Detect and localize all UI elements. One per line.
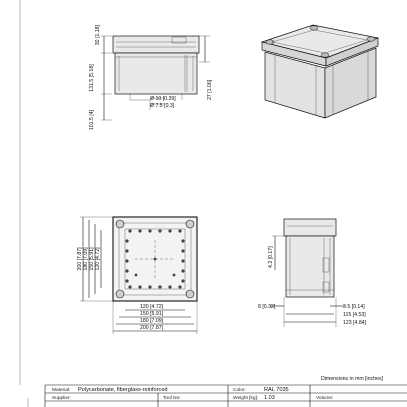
weight-value: 1.03	[264, 395, 275, 401]
weight-label: Weight [kg]:	[233, 396, 259, 401]
dim-dia-7-5: Ø 7.5 [0.3]	[150, 103, 175, 109]
side-view-body	[286, 236, 334, 297]
dim-3-5: 3.5 [0.14]	[343, 304, 365, 310]
dim-30: 30 [1.18]	[95, 25, 101, 46]
dim-150-vertical: 150 [5.91]	[89, 247, 95, 271]
units-note: Dimensions in mm [inches]	[321, 376, 383, 382]
side-view-lid	[284, 219, 336, 236]
dim-180-vertical: 180 [7.09]	[83, 247, 89, 271]
isometric-view	[262, 25, 378, 118]
dim-200-vertical: 200 [7.87]	[77, 247, 83, 271]
color-value: RAL 7035	[264, 387, 289, 393]
side-view	[270, 219, 345, 327]
dim-150-horizontal: 150 [5.91]	[140, 311, 164, 317]
dim-200-horizontal: 200 [7.87]	[140, 325, 164, 331]
volume-label: Volume:	[316, 396, 334, 401]
material-value: Polycarbonate, fiberglass-reinforced	[78, 387, 168, 393]
dim-27: 27 [1.06]	[207, 79, 213, 100]
dim-dia-10: Ø 10 [0.39]	[150, 96, 176, 102]
dim-120-horizontal: 120 [4.72]	[140, 304, 164, 310]
dim-120-vertical: 120 [4.72]	[95, 247, 101, 271]
dim-131-5: 131.5 [5.18]	[89, 64, 95, 92]
top-view	[80, 217, 197, 334]
dim-8: 8 [0.32]	[258, 304, 276, 310]
dim-101-5: 101.5 [4]	[89, 109, 95, 131]
dim-180-horizontal: 180 [7.09]	[140, 318, 164, 324]
supplier-label: Supplier:	[52, 396, 71, 401]
dim-4-2: 4.2 [0.17]	[268, 246, 274, 268]
tool-number-label: Tool No:	[163, 396, 181, 401]
front-view-body	[115, 53, 197, 94]
dim-115: 115 [4.53]	[343, 312, 366, 318]
color-label: Color:	[233, 388, 246, 393]
material-label: Material:	[52, 388, 71, 393]
dim-123: 123 [4.84]	[343, 320, 367, 326]
